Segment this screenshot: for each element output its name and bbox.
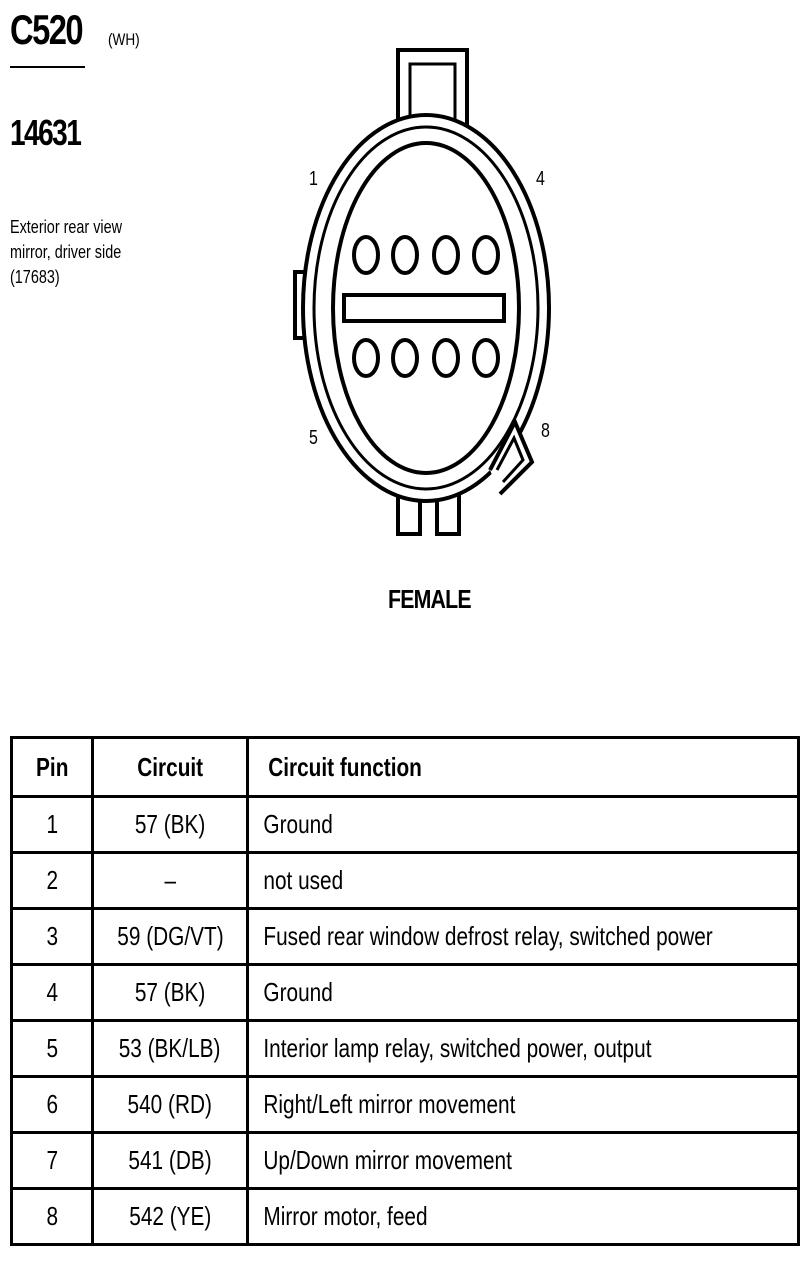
connector-id: C520	[10, 6, 83, 53]
cell-pin: 8	[12, 1189, 93, 1245]
cell-function: Ground	[248, 797, 799, 853]
pin-cavity-6	[393, 340, 417, 376]
table-row	[12, 1077, 799, 1133]
table-header-row	[12, 738, 799, 797]
table-row	[12, 1021, 799, 1077]
cell-circuit: 57 (BK)	[93, 965, 248, 1021]
pin-cavity-4	[474, 237, 498, 273]
table-row	[12, 965, 799, 1021]
pin-label-5: 5	[309, 427, 318, 449]
connector-color-code: (WH)	[108, 30, 140, 49]
cell-circuit: 57 (BK)	[93, 797, 248, 853]
pinout-table	[10, 736, 800, 1246]
cell-pin: 6	[12, 1077, 93, 1133]
cell-pin: 5	[12, 1021, 93, 1077]
pin-label-4: 4	[536, 168, 545, 190]
key-bar	[344, 295, 504, 321]
part-number: 14631	[10, 112, 81, 153]
description-line: mirror, driver side	[10, 242, 122, 262]
description-line: (17683)	[10, 267, 60, 287]
pin-label-8: 8	[541, 420, 550, 442]
pin-cavity-5	[354, 340, 378, 376]
cell-function: not used	[248, 853, 799, 909]
cell-function: Ground	[248, 965, 799, 1021]
cell-circuit: –	[93, 853, 248, 909]
cell-pin: 2	[12, 853, 93, 909]
cell-function: Mirror motor, feed	[248, 1189, 799, 1245]
description-line: Exterior rear view	[10, 217, 123, 237]
table-row	[12, 797, 799, 853]
header-circuit-function: Circuit function	[248, 738, 799, 797]
pin-cavity-3	[434, 237, 458, 273]
cell-pin: 7	[12, 1133, 93, 1189]
cell-function: Interior lamp relay, switched power, output	[248, 1021, 799, 1077]
table-row	[12, 1189, 799, 1245]
header-pin: Pin	[12, 738, 93, 797]
table-row	[12, 909, 799, 965]
pin-cavity-7	[434, 340, 458, 376]
cell-circuit: 53 (BK/LB)	[93, 1021, 248, 1077]
header-circuit: Circuit	[93, 738, 248, 797]
pin-label-1: 1	[309, 168, 318, 190]
cell-circuit: 542 (YE)	[93, 1189, 248, 1245]
cell-circuit: 59 (DG/VT)	[93, 909, 248, 965]
cell-function: Fused rear window defrost relay, switched power	[248, 909, 799, 965]
pin-cavity-1	[354, 237, 378, 273]
cell-circuit: 541 (DB)	[93, 1133, 248, 1189]
cell-pin: 3	[12, 909, 93, 965]
table-row	[12, 1133, 799, 1189]
table-row	[12, 853, 799, 909]
cell-pin: 4	[12, 965, 93, 1021]
connector-gender-label: FEMALE	[388, 584, 471, 614]
cell-function: Up/Down mirror movement	[248, 1133, 799, 1189]
cell-function: Right/Left mirror movement	[248, 1077, 799, 1133]
cell-pin: 1	[12, 797, 93, 853]
cell-circuit: 540 (RD)	[93, 1077, 248, 1133]
pin-cavity-2	[393, 237, 417, 273]
pin-cavity-8	[474, 340, 498, 376]
